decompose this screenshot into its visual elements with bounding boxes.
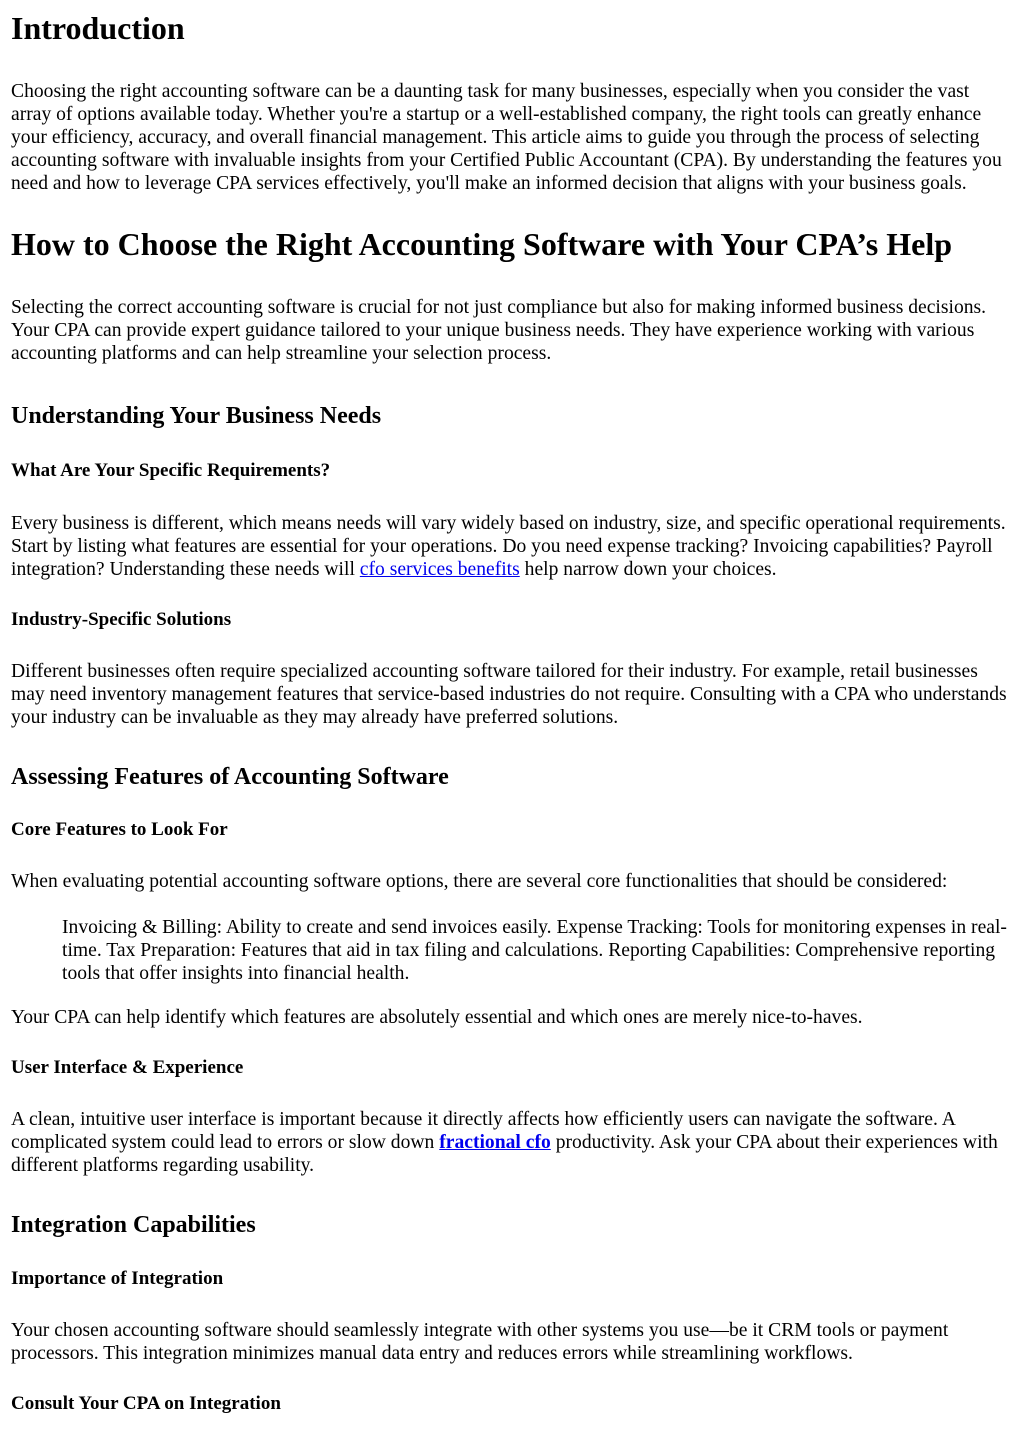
requirements-text-after: help narrow down your choices. [519,559,777,580]
requirements-text-before: Every business is different, which means needs will vary widely based on industry, size, and specific operational requirements. Start by listing what features are essential for your operations. Do you need expense tracking? Invoicing capabilities? Payroll integration? Understanding these needs will [11,513,1006,580]
ui-text-before: A clean, intuitive user interface is important because it directly affects how efficiently users can navigate the software. A complicated system could lead to errors or slow down [11,1109,955,1153]
ui-paragraph [11,1108,1013,1177]
needs-heading: Understanding Your Business Needs [11,403,382,429]
ui-heading: User Interface & Experience [11,1057,244,1078]
intro-paragraph: Choosing the right accounting software can be a daunting task for many businesses, especially when you consider the vast array of options available today. Whether you're a startup or a well-established company, the right tools can greatly enhance your efficiency, accuracy, and overall financial management. This article aims to guide you through the process of selecting accounting software with invaluable insights from your Certified Public Accountant (CPA). By understanding the features you need and how to leverage CPA services effectively, you'll make an informed decision that aligns with your business goals. [11,81,1002,194]
core-features-list [11,916,1013,985]
intro-heading: Introduction [11,10,185,46]
requirements-heading: What Are Your Specific Requirements? [11,460,331,481]
core-features-followup: Your CPA can help identify which features are absolutely essential and which ones are merely nice-to-haves. [11,1007,863,1028]
main-heading: How to Choose the Right Accounting Software with Your CPA’s Help [11,226,953,262]
core-features-list-item: Invoicing & Billing: Ability to create and send invoices easily. Expense Tracking: Tools for monitoring expenses in real-time. Tax Preparation: Features that aid in tax filing and calculations. Reporting Capabilities: Comprehensive reporting tools that offer insights into financial health. [62,917,1007,984]
core-features-heading: Core Features to Look For [11,819,228,840]
features-heading: Assessing Features of Accounting Software [11,764,449,790]
integration-importance-heading: Importance of Integration [11,1268,224,1289]
core-features-paragraph: When evaluating potential accounting software options, there are several core functionalities that should be considered: [11,871,948,892]
consult-integration-heading: Consult Your CPA on Integration [11,1393,281,1414]
industry-heading: Industry-Specific Solutions [11,609,232,630]
cfo-services-benefits-link[interactable]: cfo services benefits [359,559,520,580]
requirements-paragraph [11,512,1013,581]
fractional-cfo-link[interactable]: fractional cfo [439,1132,551,1153]
main-paragraph: Selecting the correct accounting software is crucial for not just compliance but also for making informed business decisions. Your CPA can provide expert guidance tailored to your unique business needs. They have experience working with various accounting platforms and can help streamline your selection process. [11,297,987,364]
integration-importance-paragraph: Your chosen accounting software should seamlessly integrate with other systems you use—be it CRM tools or payment processors. This integration minimizes manual data entry and reduces errors while streamlining workflows. [11,1320,949,1364]
industry-paragraph: Different businesses often require specialized accounting software tailored for their industry. For example, retail businesses may need inventory management features that service-based industries do not require. Consulting with a CPA who understands your industry can be invaluable as they may already have preferred solutions. [11,661,1007,728]
integration-heading: Integration Capabilities [11,1212,256,1238]
ui-text-after: productivity. Ask your CPA about their experiences with different platforms regarding usability. [11,1132,998,1176]
